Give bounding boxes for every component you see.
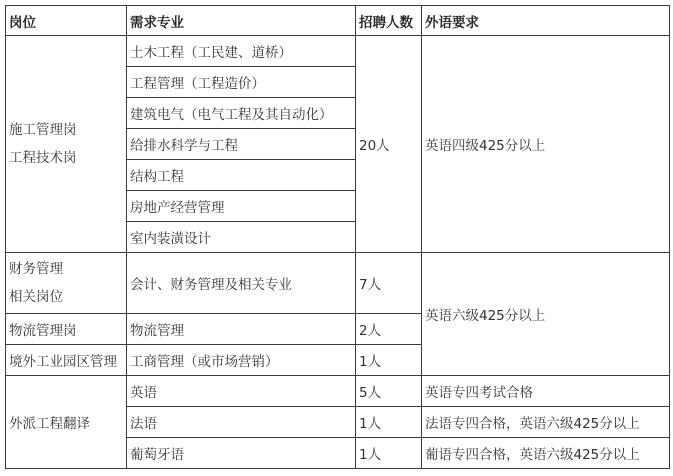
language-cell: 英语四级425分以上 [422, 36, 670, 253]
language-cell: 英语六级425分以上 [422, 253, 670, 376]
major-cell: 物流管理 [127, 314, 356, 345]
position-line: 施工管理岗 [9, 122, 77, 138]
position-cell-finance [6, 253, 127, 314]
header-count: 招聘人数 [356, 6, 422, 36]
count-cell: 2人 [356, 314, 422, 345]
header-major: 需求专业 [127, 6, 356, 36]
language-cell: 葡语专四合格，英语六级425分以上 [422, 438, 670, 469]
major-cell: 工程管理（工程造价） [127, 67, 356, 98]
major-cell: 英语 [127, 376, 356, 407]
position-cell-translator: 外派工程翻译 [6, 376, 127, 469]
count-cell: 7人 [356, 253, 422, 314]
count-cell: 1人 [356, 345, 422, 376]
language-cell: 法语专四合格，英语六级425分以上 [422, 407, 670, 438]
recruitment-table [5, 5, 670, 469]
header-position: 岗位 [6, 6, 127, 36]
major-cell: 建筑电气（电气工程及其自动化） [127, 98, 356, 129]
major-cell: 法语 [127, 407, 356, 438]
count-cell: 20人 [356, 36, 422, 253]
major-cell: 土木工程（工民建、道桥） [127, 36, 356, 67]
count-cell: 1人 [356, 407, 422, 438]
major-cell: 室内装潢设计 [127, 222, 356, 253]
major-cell: 工商管理（或市场营销） [127, 345, 356, 376]
language-cell: 英语专四考试合格 [422, 376, 670, 407]
table-row [6, 36, 670, 67]
header-language: 外语要求 [422, 6, 670, 36]
position-cell-construction [6, 36, 127, 253]
count-cell: 1人 [356, 438, 422, 469]
position-line: 相关岗位 [9, 289, 63, 305]
position-line: 工程技术岗 [9, 150, 77, 166]
major-cell: 房地产经营管理 [127, 191, 356, 222]
table-row [6, 253, 670, 314]
major-cell: 葡萄牙语 [127, 438, 356, 469]
major-cell: 会计、财务管理及相关专业 [127, 253, 356, 314]
major-cell: 结构工程 [127, 160, 356, 191]
position-line: 财务管理 [9, 261, 63, 277]
position-cell-logistics: 物流管理岗 [6, 314, 127, 345]
major-cell: 给排水科学与工程 [127, 129, 356, 160]
header-row [6, 6, 670, 36]
position-cell-overseas-park: 境外工业园区管理 [6, 345, 127, 376]
table-row [6, 376, 670, 407]
count-cell: 5人 [356, 376, 422, 407]
